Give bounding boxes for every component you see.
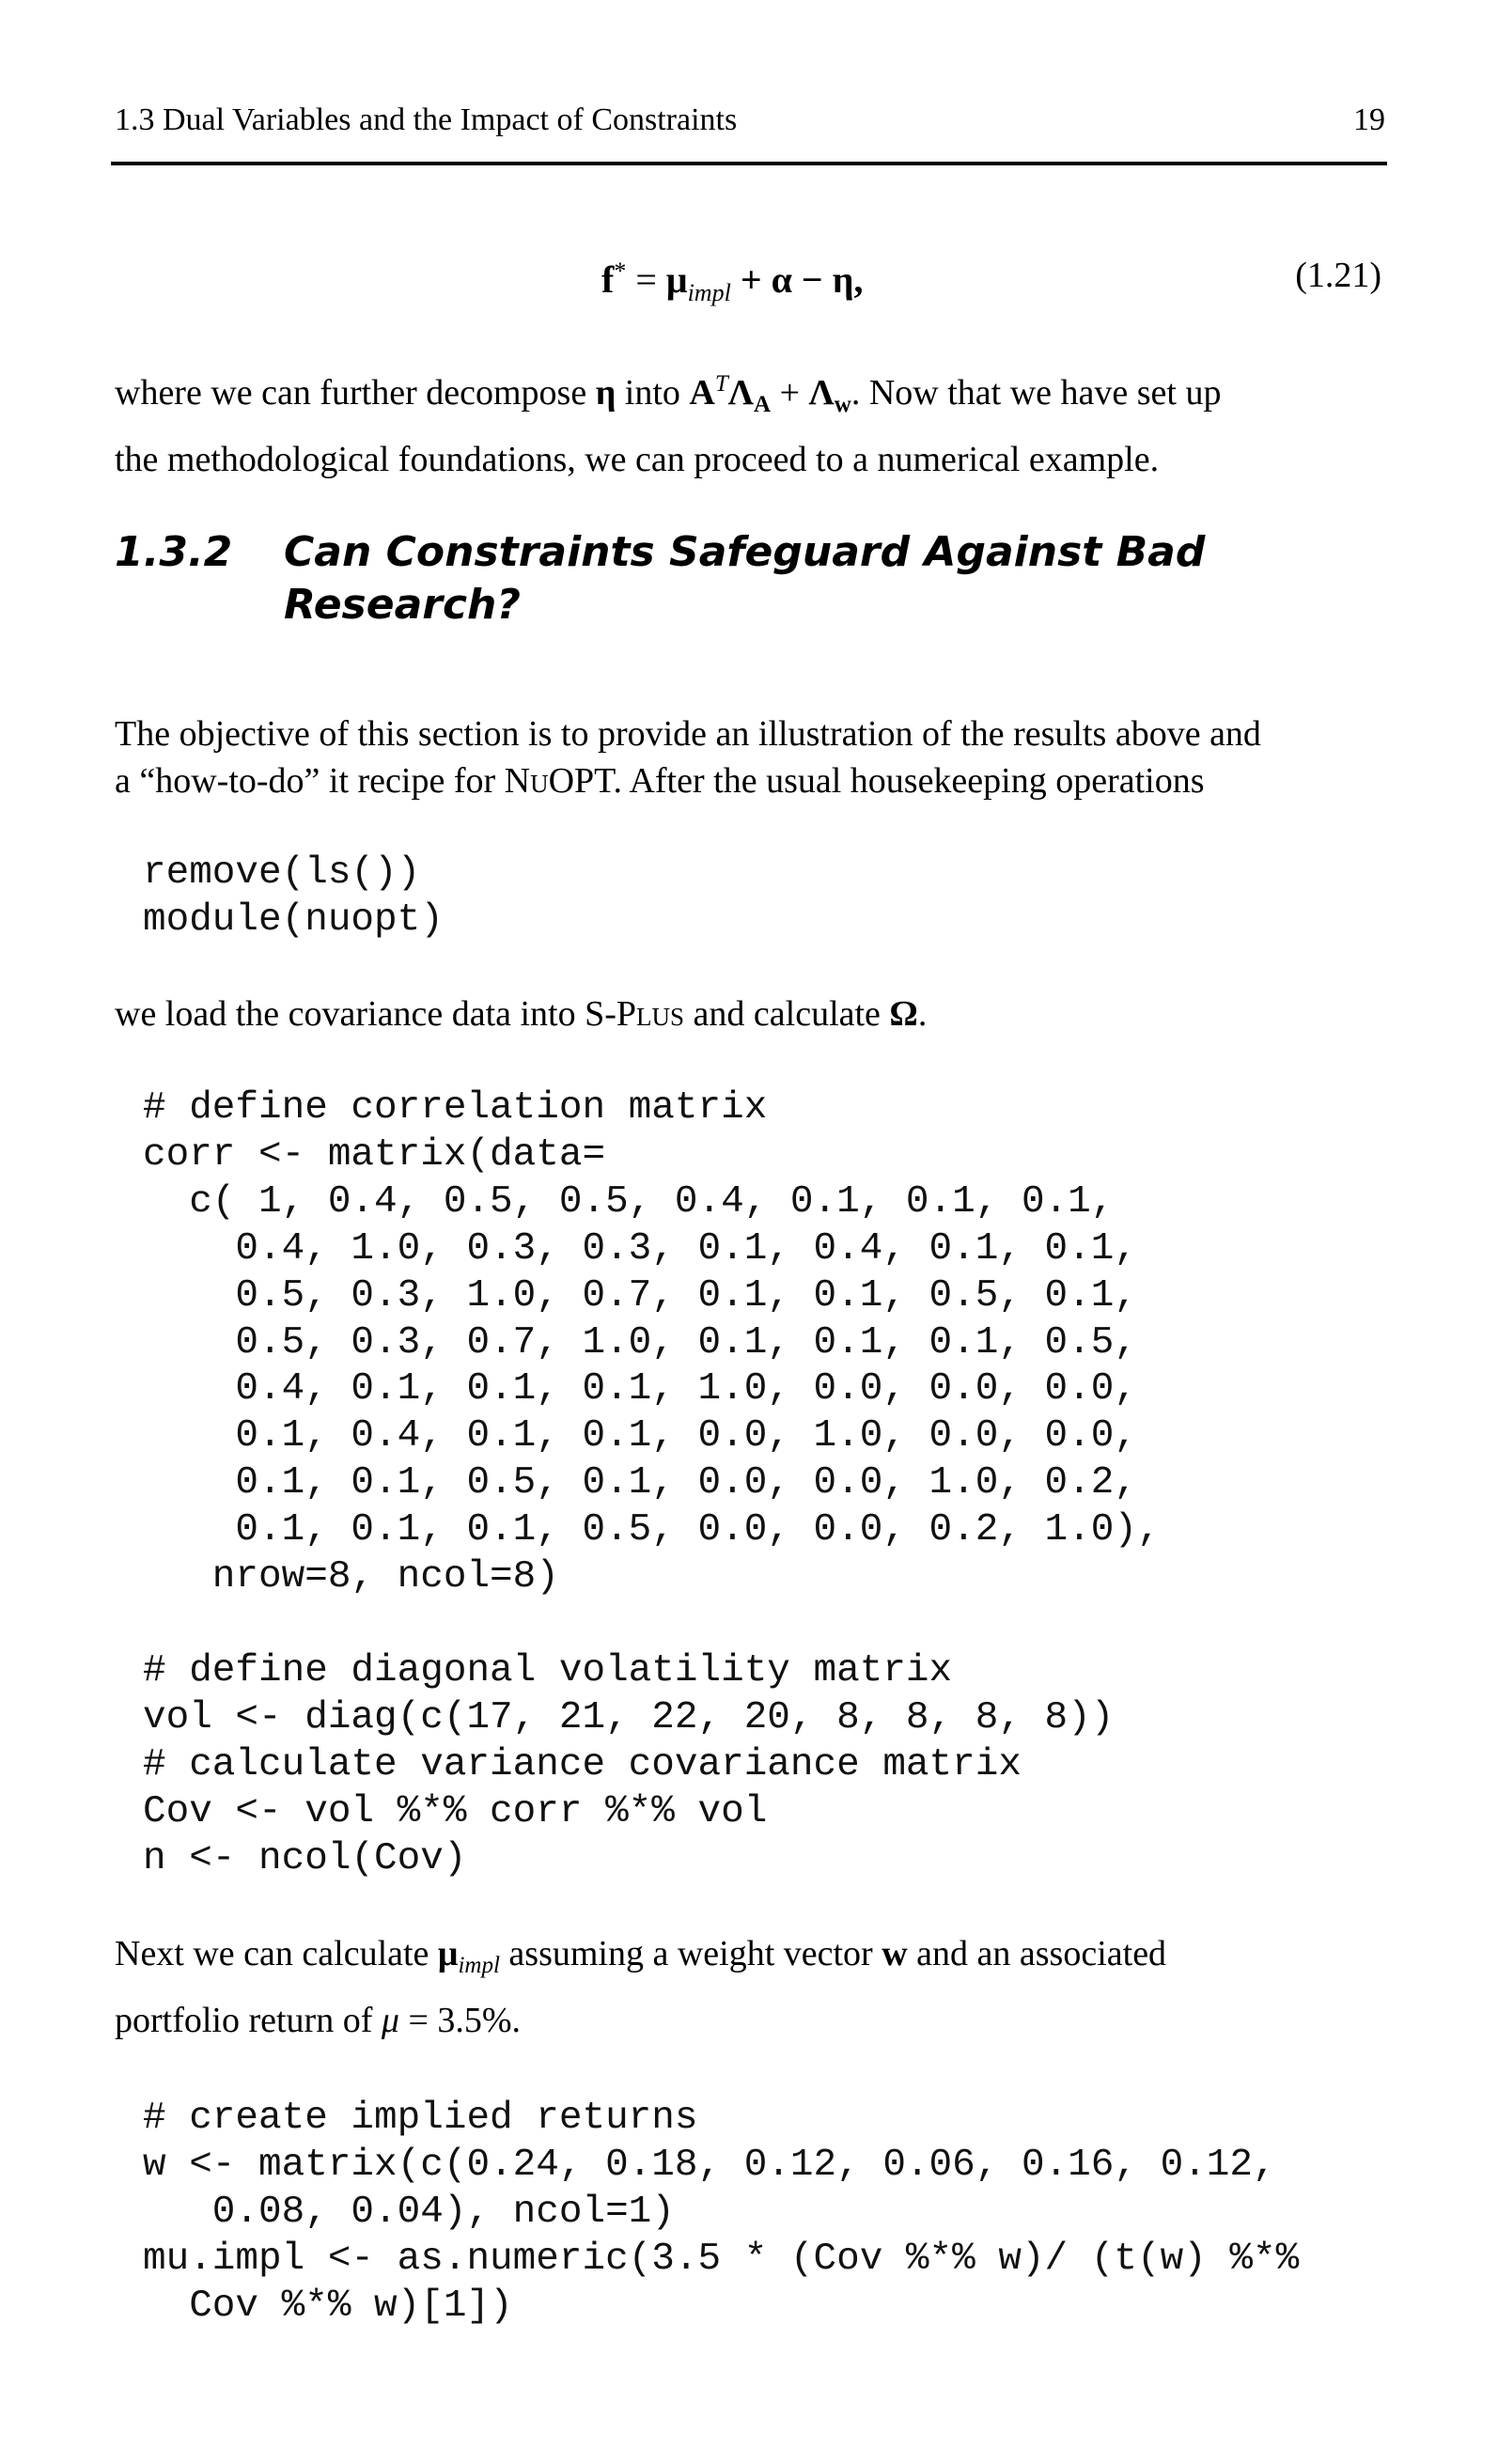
p1-T: T [714, 371, 728, 397]
header-rule [111, 162, 1387, 165]
p1-lambda-2: Λ [808, 373, 835, 413]
code-block-covariance: # define correlation matrix corr <- matrix(data= c( 1, 0.4, 0.5, 0.5, 0.4, 0.1, 0.1, 0.1, 0.4, 1.0, 0.3, 0.3, 0.1, 0.4, 0.1, 0.1, 0.5, 0.3, 1.0, 0.7, 0.1, 0.1, 0.5, 0.1, 0.5, 0.3, 0.7, 1.0, 0.1, 0.1, 0.1, 0.5, 0.4, 0.1, 0.1, 0.1, 1.0, 0.0, 0.0, 0.0, 0.1, 0.4, 0.1, 0.1, 0.0, 1.0, 0.0, 0.0, 0.1, 0.1, 0.5, 0.1, 0.0, 0.0, 1.0, 0.2, 0.1, 0.1, 0.1, 0.5, 0.0, 0.0, 0.2, 1.0), nrow=8, ncol=8) # define diagonal volatility matrix vol <- diag(c(17, 21, 22, 20, 8, 8, 8, 8)) # calculate variance covariance matrix Cov <- vol %*% corr %*% vol n <- ncol(Cov) [143, 1086, 1161, 1880]
p3-omega: Ω [889, 994, 918, 1034]
p2-line-2b: OPT. After the usual housekeeping operations [548, 761, 1205, 801]
p4-mu-symbol: μ [381, 2001, 399, 2040]
p1-A: A [689, 373, 715, 413]
code-block-implied-returns: # create implied returns w <- matrix(c(0.24, 0.18, 0.12, 0.06, 0.16, 0.12, 0.08, 0.04), ncol=1) mu.impl <- as.numeric(3.5 * (Cov %*% w)/ (t(w) %*% Cov %*% w)[1]) [143, 2097, 1300, 2328]
equation-number: (1.21) [1295, 256, 1381, 295]
equation-1-21 [601, 249, 863, 316]
section-number: 1.3.2 [115, 528, 233, 576]
eq-f: f [601, 258, 615, 301]
eq-star: * [614, 257, 627, 285]
eq-mu: μ [665, 258, 688, 301]
section-title: Can Constraints Safeguard Against Bad Research? [284, 528, 1206, 629]
p1-line-2: the methodological foundations, we can proceed to a numerical example. [115, 440, 1160, 479]
p3-text-3: . [917, 994, 928, 1034]
p4-line-2b: = 3.5%. [398, 2001, 522, 2040]
p1-eta: η [595, 373, 616, 413]
p1-text-3: . Now that we have set up [850, 373, 1222, 413]
p1-sub-w: w [834, 392, 851, 417]
p4-text-1: Next we can calculate [115, 1934, 438, 1973]
paragraph-load-covariance [115, 987, 1385, 1041]
p4-text-3: and an associated [907, 1934, 1167, 1973]
p4-line-2a: portfolio return of [115, 2001, 382, 2040]
p4-w: w [882, 1934, 908, 1973]
p1-text-2: into [616, 373, 690, 413]
p3-lus: lus [636, 994, 685, 1034]
p3-text-1: we load the covariance data into S-P [115, 994, 637, 1034]
p4-impl: impl [458, 1953, 500, 1978]
p1-lambda-1: Λ [727, 373, 755, 413]
p1-text-1: where we can further decompose [115, 373, 596, 413]
eq-impl: impl [687, 279, 731, 306]
p2-line-2a: a “how-to-do” it recipe for N [115, 761, 531, 801]
p4-mu: μ [437, 1934, 459, 1973]
p4-text-2: assuming a weight vector [499, 1934, 882, 1973]
p2-nu: u [530, 761, 549, 801]
paragraph-implied-returns [115, 1926, 1385, 2048]
p2-line-1: The objective of this section is to provide an illustration of the results above and [115, 714, 1261, 754]
running-header-section: 1.3 Dual Variables and the Impact of Constraints [115, 102, 738, 137]
p1-sub-A: A [754, 392, 772, 417]
paragraph-decompose [115, 357, 1385, 487]
page-number: 19 [1353, 102, 1385, 137]
eq-rest: + α − η, [730, 258, 864, 301]
eq-equals: = [626, 258, 666, 301]
p3-text-2: and calculate [684, 994, 890, 1034]
paragraph-objective [115, 710, 1385, 804]
code-block-housekeeping: remove(ls()) module(nuopt) [143, 851, 444, 942]
p1-plus: + [771, 373, 809, 413]
